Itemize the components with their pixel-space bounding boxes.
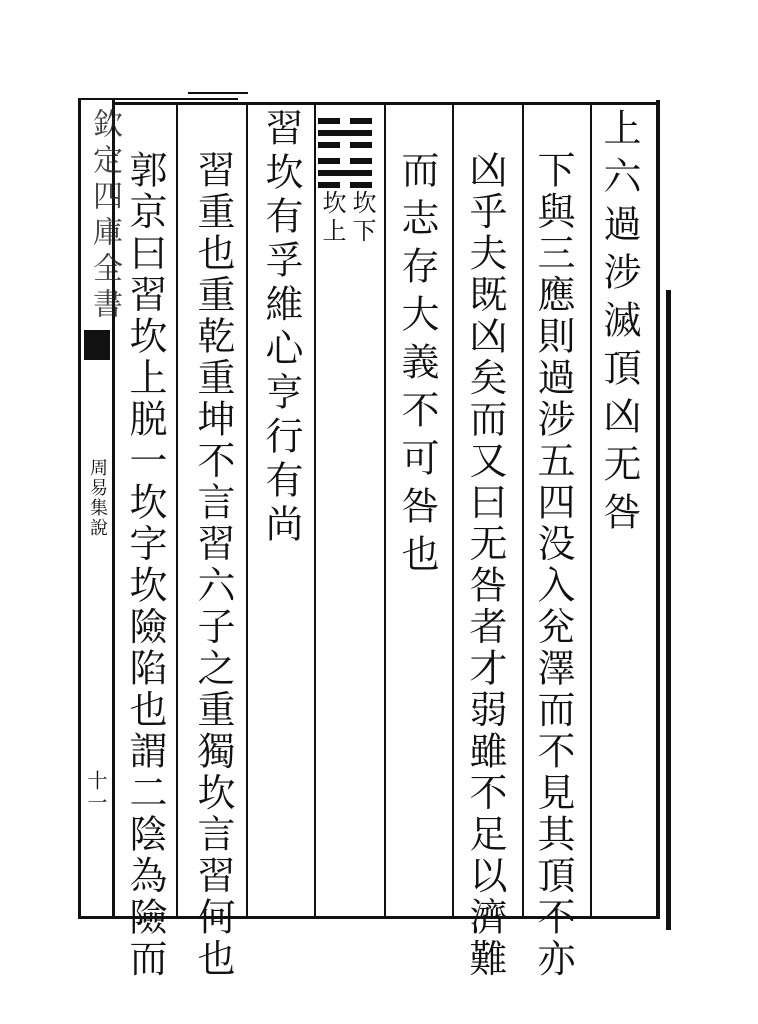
top-border-left-stub (78, 98, 238, 100)
col-sep-1 (590, 104, 592, 916)
text-column-4: 而志存大義不可咎也 (395, 150, 439, 582)
col-sep-4 (384, 104, 386, 916)
top-border-thin (188, 92, 248, 94)
text-column-2: 下與三應則過涉五四没入兊澤而不見其頂不亦 (531, 150, 575, 980)
col-sep-7 (176, 104, 178, 916)
right-border (656, 100, 660, 918)
text-column-7: 習重也重乾重坤不言習六子之重獨坎言習何也 (191, 150, 235, 980)
margin-page-number: 十一 (84, 770, 108, 814)
margin-book-title: 周易集說 (87, 458, 108, 538)
col-sep-6 (246, 104, 248, 916)
margin-fishtail-mark (84, 330, 110, 360)
hexagram-label-upper: 坎上 (318, 190, 346, 246)
margin-broken-title: 欽定四庫全書 (87, 108, 122, 324)
hexagram-label-lower: 坎下 (348, 190, 376, 246)
col-sep-5 (314, 104, 316, 916)
text-column-3: 凶乎夫既凶矣而又曰无咎者才弱雖不足以濟難 (463, 150, 507, 980)
col-sep-2 (522, 104, 524, 916)
left-outer-border (78, 98, 81, 918)
col-sep-3 (452, 104, 454, 916)
text-column-1: 上六過涉滅頂凶无咎 (597, 108, 641, 540)
top-border (112, 102, 660, 105)
right-border-shadow (666, 290, 671, 930)
text-column-8: 郭京曰習坎上脱一坎字坎險陷也謂二陰為險而 (123, 150, 167, 980)
text-column-6: 習坎有孚維心亨行有尚 (259, 108, 303, 548)
